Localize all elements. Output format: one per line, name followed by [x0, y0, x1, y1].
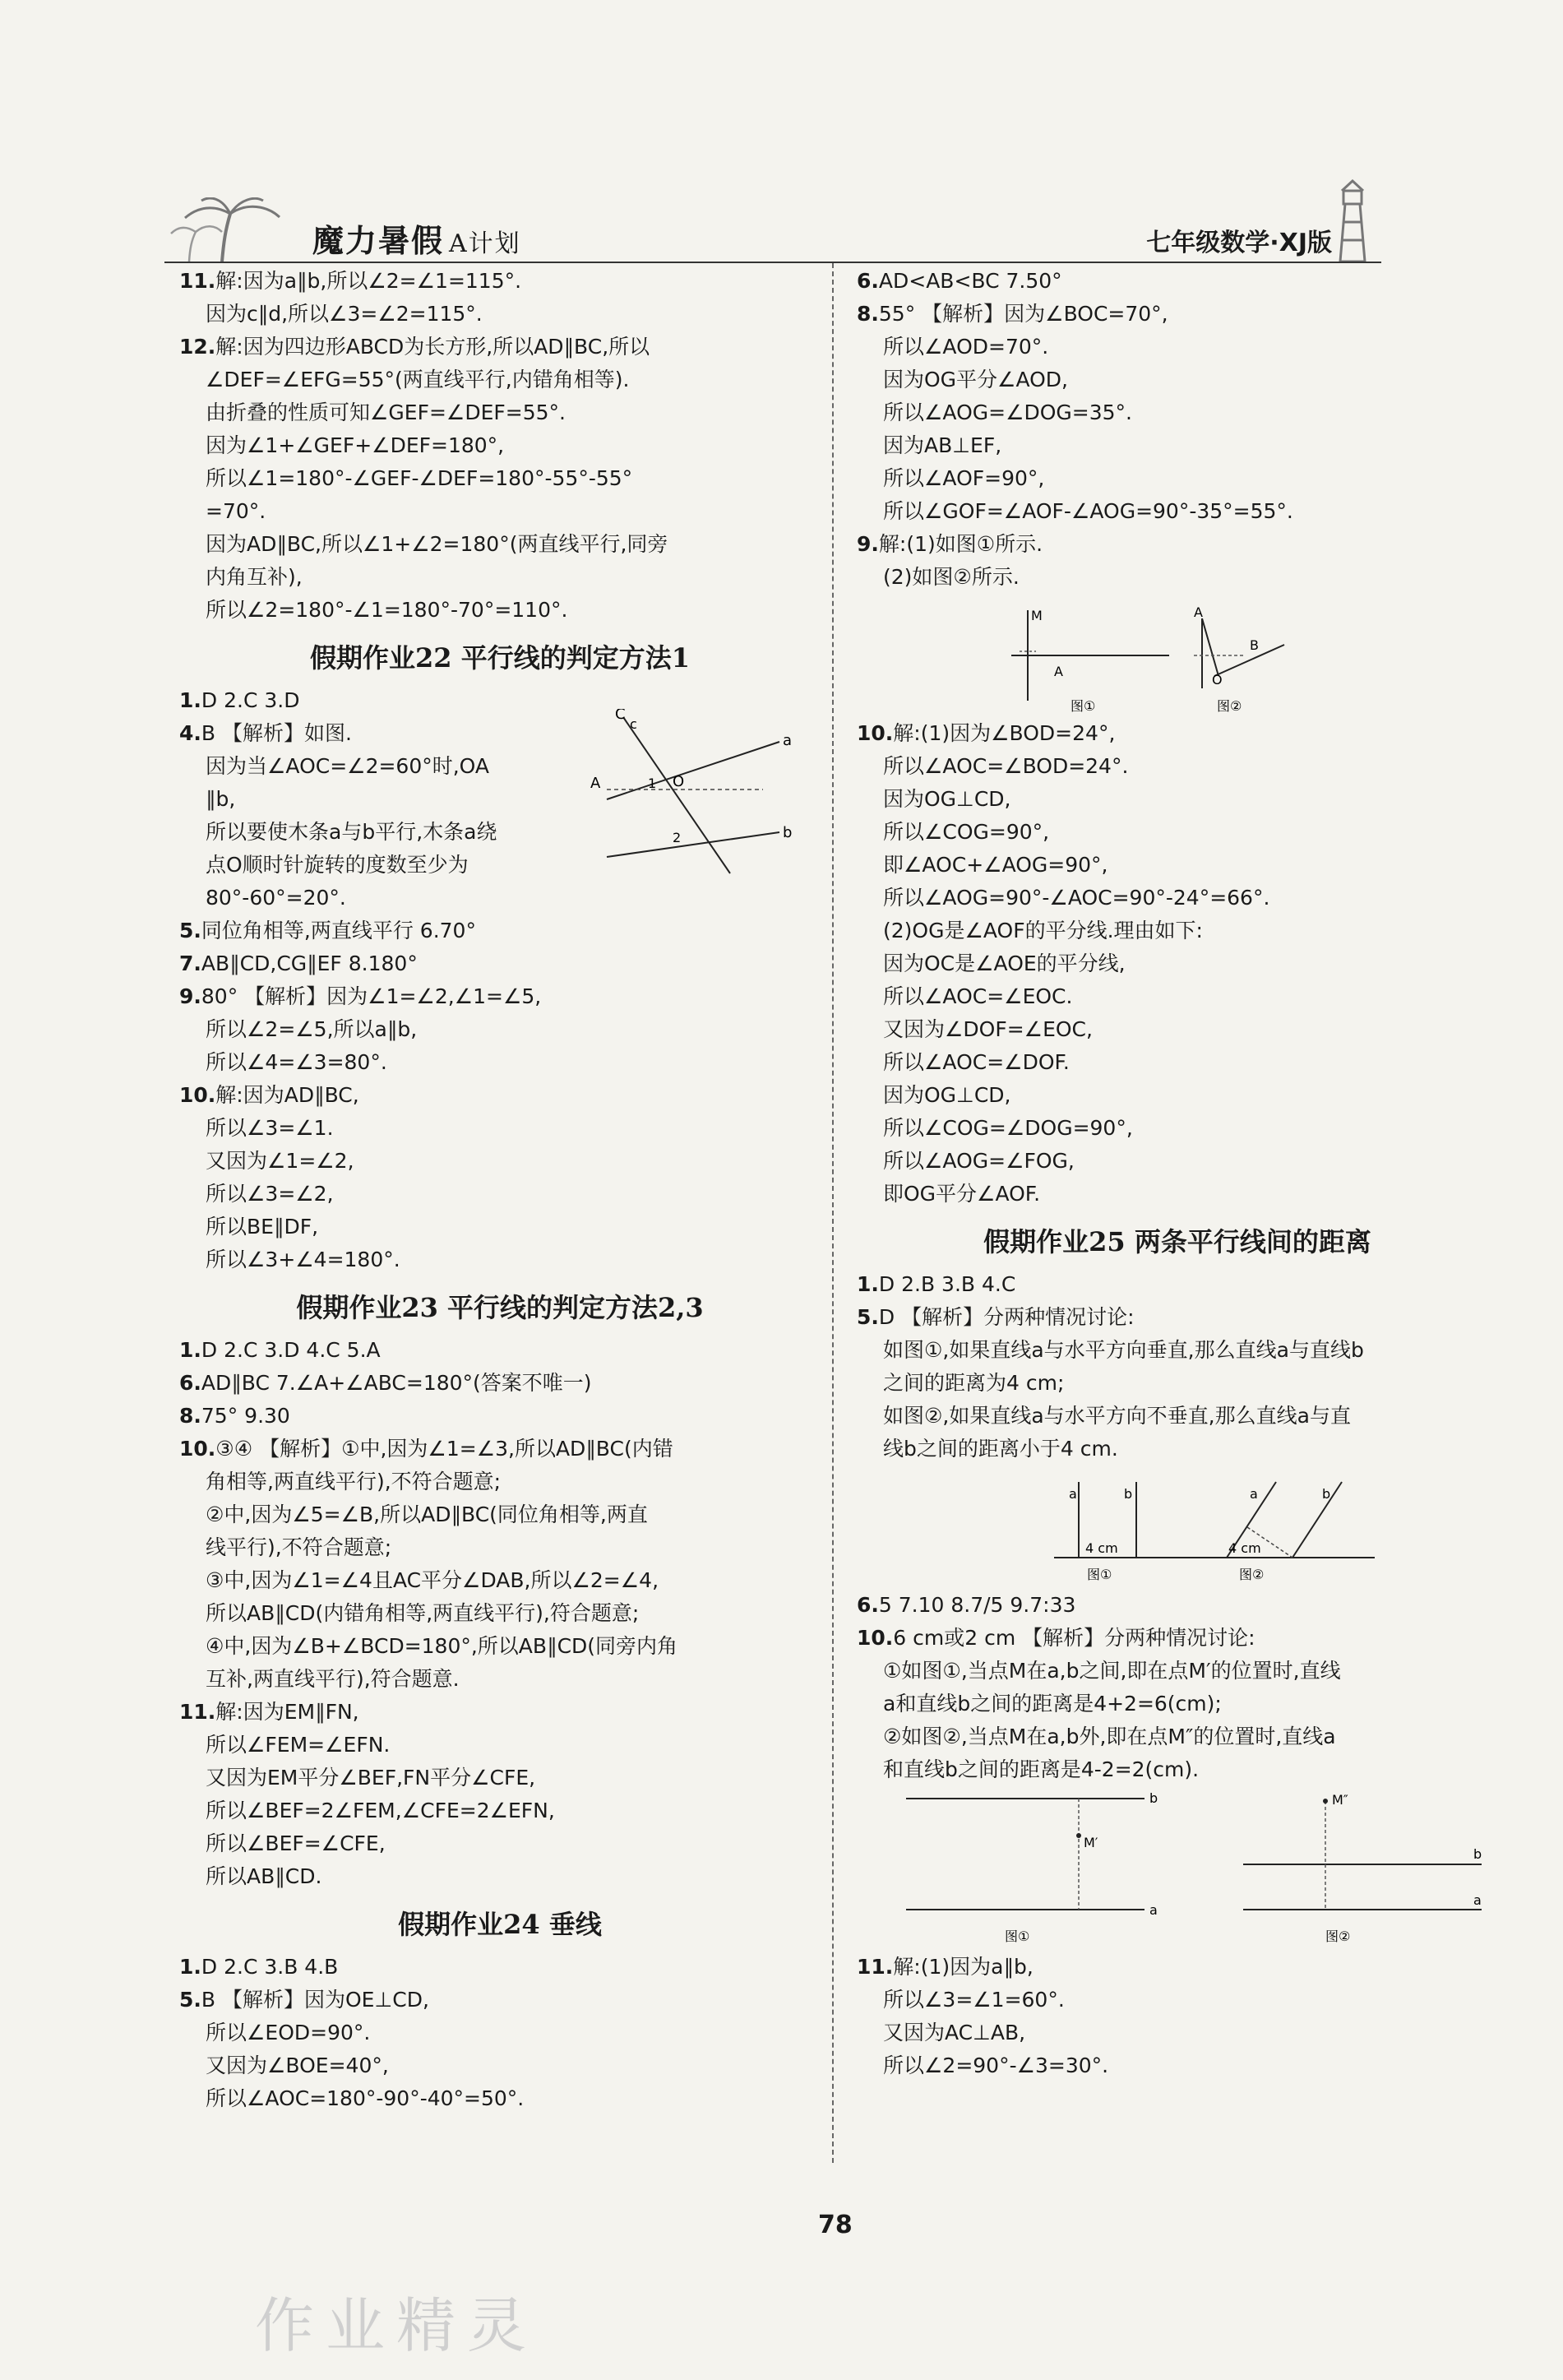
answer-line [857, 1046, 1498, 1079]
answer-line [179, 1145, 821, 1178]
answer-text: 所以∠BEF=2∠FEM,∠CFE=2∠EFN, [206, 1799, 555, 1822]
answer-item [857, 1268, 1498, 1301]
answer-line [857, 882, 1498, 914]
answer-text: ④中,因为∠B+∠BCD=180°,所以AB∥CD(同旁内角 [206, 1634, 678, 1658]
answer-item [857, 1951, 1498, 1984]
answer-line [857, 1400, 1498, 1433]
question-number: 7. [179, 952, 201, 975]
answer-line [179, 1531, 821, 1564]
question-number: 5. [179, 919, 201, 942]
label-1: 1 [648, 776, 657, 791]
question-number: 1. [857, 1272, 879, 1296]
answer-line [179, 2017, 821, 2049]
answer-line [857, 1145, 1498, 1178]
answer-text: 55° 【解析】因为∠BOC=70°, [878, 302, 1168, 326]
answer-text: 解:因为AD∥BC, [215, 1083, 359, 1107]
answer-text: 所以∠BEF=∠CFE, [206, 1831, 386, 1855]
answer-text: 同位角相等,两直线平行 6.70° [201, 919, 476, 942]
svg-text:a: a [1250, 1486, 1258, 1502]
line-c [623, 717, 730, 873]
page-number: 78 [818, 2211, 853, 2239]
answer-text: 点O顺时针旋转的度数至少为 [206, 853, 469, 877]
answer-line [179, 594, 821, 627]
distance-cases-diagram [898, 1786, 1490, 1951]
answer-text: ∥b, [206, 787, 236, 811]
perpendicular-diagram [1005, 594, 1350, 717]
column-divider [832, 263, 834, 2163]
right-column [857, 265, 1498, 2082]
answer-text: 所以∠3=∠1=60°. [883, 1988, 1065, 2012]
answer-text: 所以∠4=∠3=80°. [206, 1050, 387, 1074]
answer-line [179, 1762, 821, 1794]
parallel-lines-diagram [590, 709, 804, 882]
answer-line [857, 816, 1498, 849]
answer-item [179, 1951, 821, 1984]
svg-text:A: A [1194, 604, 1203, 620]
answer-text: 解:因为EM∥FN, [215, 1700, 359, 1724]
answer-text: 80° 【解析】因为∠1=∠2,∠1=∠5, [201, 984, 542, 1008]
svg-text:4 cm: 4 cm [1085, 1540, 1118, 1556]
answer-line [179, 1112, 821, 1145]
answer-line [857, 331, 1498, 363]
svg-text:图①: 图① [1087, 1567, 1112, 1582]
answer-line [857, 1079, 1498, 1112]
answer-text: 所以∠AOC=∠EOC. [883, 984, 1073, 1008]
answer-item [179, 331, 821, 363]
answer-line [857, 1720, 1498, 1753]
answer-text: 因为AD∥BC,所以∠1+∠2=180°(两直线平行,同旁 [206, 532, 668, 556]
svg-text:图②: 图② [1239, 1567, 1265, 1582]
answer-line [857, 429, 1498, 462]
question-number: 1. [179, 688, 201, 712]
watermark: 作业精灵 [255, 2291, 539, 2360]
answer-line [179, 1827, 821, 1860]
answer-text: 因为OG⊥CD, [883, 787, 1011, 811]
answer-line [857, 1753, 1498, 1786]
answer-text: 所以∠EOD=90°. [206, 2021, 371, 2044]
question-number: 9. [857, 532, 879, 556]
svg-text:B: B [1250, 637, 1259, 653]
label-O: O [673, 773, 685, 790]
answer-line [857, 750, 1498, 783]
svg-text:A: A [1054, 664, 1063, 679]
answer-line [179, 1663, 821, 1696]
answer-text: 解:因为a∥b,所以∠2=∠1=115°. [215, 269, 522, 293]
question-number: 12. [179, 335, 216, 359]
svg-text:a: a [1473, 1892, 1482, 1908]
answer-text: 所以∠FEM=∠EFN. [206, 1733, 391, 1757]
question-number: 11. [179, 269, 216, 293]
question-number: 10. [179, 1083, 216, 1107]
answer-line [857, 1178, 1498, 1211]
answer-text: ②中,因为∠5=∠B,所以AD∥BC(同位角相等,两直 [206, 1503, 648, 1526]
answer-text: 因为OG平分∠AOD, [883, 368, 1069, 391]
answer-text: (2)如图②所示. [883, 565, 1020, 589]
question-number: 10. [179, 1437, 216, 1461]
question-number: 11. [179, 1700, 216, 1724]
answer-text: 6 cm或2 cm 【解析】分两种情况讨论: [893, 1626, 1255, 1650]
svg-text:b: b [1473, 1846, 1482, 1862]
answer-line [179, 1013, 821, 1046]
line-b [607, 832, 779, 857]
answer-line [179, 1597, 821, 1630]
answer-line [179, 1860, 821, 1893]
answer-text: 75° 9.30 [201, 1404, 290, 1428]
answer-line [179, 561, 821, 594]
answer-line [857, 1433, 1498, 1466]
answer-item [857, 1301, 1498, 1334]
answer-text: B 【解析】如图. [201, 721, 352, 745]
svg-text:图②: 图② [1325, 1929, 1351, 1944]
answer-text: AD<AB<BC 7.50° [878, 269, 1062, 293]
section-heading: 假期作业23 平行线的判定方法2,3 [296, 1292, 704, 1323]
answer-text: 如图①,如果直线a与水平方向垂直,那么直线a与直线b [883, 1338, 1364, 1362]
answer-item [179, 980, 821, 1013]
answer-line [179, 1794, 821, 1827]
answer-text: 解:(1)如图①所示. [878, 532, 1043, 556]
grade-label: 七年级数学·XJ版 [1146, 229, 1332, 257]
answer-line [857, 462, 1498, 495]
svg-text:M′: M′ [1084, 1835, 1098, 1850]
answer-text: D 2.C 3.D [201, 688, 300, 712]
answer-item [179, 947, 821, 980]
answer-item [857, 1589, 1498, 1622]
answer-line [857, 783, 1498, 816]
answer-text: 所以∠3+∠4=180°. [206, 1248, 400, 1271]
answer-line [857, 849, 1498, 882]
answer-text: 角相等,两直线平行),不符合题意; [206, 1470, 502, 1493]
answer-line [179, 462, 821, 495]
answer-text: D 2.C 3.D 4.C 5.A [201, 1338, 381, 1362]
answer-line [857, 1655, 1498, 1688]
answer-line [179, 1466, 821, 1498]
answer-text: 因为当∠AOC=∠2=60°时,OA [206, 754, 490, 778]
answer-text: 所以∠2=∠5,所以a∥b, [206, 1017, 418, 1041]
answer-text: ①如图①,当点M在a,b之间,即在点M′的位置时,直线 [883, 1659, 1341, 1683]
answer-line [857, 363, 1498, 396]
answer-line [179, 2082, 821, 2115]
answer-text: 所以AB∥CD(内错角相等,两直线平行),符合题意; [206, 1601, 640, 1625]
answer-line [179, 429, 821, 462]
lighthouse-icon [1324, 179, 1381, 262]
palm-tree-icon [164, 197, 288, 263]
label-b: b [783, 824, 793, 841]
question-number: 10. [857, 721, 894, 745]
answer-line [179, 1243, 821, 1276]
answer-line [857, 1367, 1498, 1400]
answer-text: 所以∠COG=90°, [883, 820, 1050, 844]
answer-text: 所以∠2=90°-∠3=30°. [883, 2054, 1109, 2077]
answer-text: =70°. [206, 499, 266, 523]
section-heading: 假期作业24 垂线 [398, 1909, 602, 1940]
answer-text: D 【解析】分两种情况讨论: [878, 1305, 1135, 1329]
answer-text: 所以∠AOC=∠DOF. [883, 1050, 1070, 1074]
answer-line [857, 396, 1498, 429]
answer-line [857, 1334, 1498, 1367]
question-number: 4. [179, 721, 201, 745]
answer-item [179, 1367, 821, 1400]
answer-text: 因为OG⊥CD, [883, 1083, 1011, 1107]
answer-line [179, 1729, 821, 1762]
answer-line [857, 1112, 1498, 1145]
svg-text:b: b [1124, 1486, 1133, 1502]
svg-text:图②: 图② [1217, 698, 1242, 714]
question-number: 6. [857, 269, 879, 293]
answer-item [179, 1696, 821, 1729]
answer-line [857, 2049, 1498, 2082]
label-a: a [783, 732, 793, 749]
svg-text:b: b [1322, 1486, 1331, 1502]
answer-text: 又因为∠1=∠2, [206, 1149, 354, 1173]
answer-text: 所以∠2=180°-∠1=180°-70°=110°. [206, 598, 568, 622]
answer-item [179, 914, 821, 947]
answer-line [179, 298, 821, 331]
answer-text: 线平行),不符合题意; [206, 1535, 392, 1559]
answer-line [179, 528, 821, 561]
section-heading: 假期作业25 两条平行线间的距离 [983, 1226, 1371, 1257]
answer-text: 因为∠1+∠GEF+∠DEF=180°, [206, 433, 505, 457]
answer-line [857, 561, 1498, 594]
svg-text:a: a [1149, 1902, 1158, 1918]
answer-text: 所以∠AOC=180°-90°-40°=50°. [206, 2086, 525, 2110]
header-rule [164, 262, 1381, 263]
line-a [607, 742, 779, 799]
answer-item [179, 265, 821, 298]
svg-text:4 cm: 4 cm [1228, 1540, 1261, 1556]
answer-line [857, 914, 1498, 947]
svg-text:图①: 图① [1071, 698, 1096, 714]
left-column [179, 265, 821, 2115]
answer-text: 因为OC是∠AOE的平分线, [883, 952, 1126, 975]
answer-text: AB∥CD,CG∥EF 8.180° [201, 952, 418, 975]
answer-text: 由折叠的性质可知∠GEF=∠DEF=55°. [206, 401, 566, 424]
answer-item [857, 298, 1498, 331]
answer-text: 又因为EM平分∠BEF,FN平分∠CFE, [206, 1766, 536, 1790]
label-A: A [590, 775, 601, 792]
answer-text: ②如图②,当点M在a,b外,即在点M″的位置时,直线a [883, 1725, 1336, 1748]
answer-text: 所以∠AOG=90°-∠AOC=90°-24°=66°. [883, 886, 1270, 910]
answer-line [179, 1564, 821, 1597]
answer-text: 互补,两直线平行),符合题意. [206, 1667, 460, 1691]
answer-text: 所以要使木条a与b平行,木条a绕 [206, 820, 497, 844]
answer-text: ∠DEF=∠EFG=55°(两直线平行,内错角相等). [206, 368, 630, 391]
answer-text: 即OG平分∠AOF. [883, 1182, 1041, 1206]
question-number: 10. [857, 1626, 894, 1650]
answer-line [179, 2049, 821, 2082]
page-header [164, 197, 1381, 263]
answer-item [179, 1433, 821, 1466]
answer-text: (2)OG是∠AOF的平分线.理由如下: [883, 919, 1203, 942]
answer-text: 所以∠AOG=∠DOG=35°. [883, 401, 1132, 424]
answer-text: a和直线b之间的距离是4+2=6(cm); [883, 1692, 1222, 1716]
question-number: 8. [857, 302, 879, 326]
answer-text: ③④ 【解析】①中,因为∠1=∠3,所以AD∥BC(内错 [215, 1437, 673, 1461]
answer-item [179, 1400, 821, 1433]
answer-text: 解:因为四边形ABCD为长方形,所以AD∥BC,所以 [215, 335, 650, 359]
question-number: 1. [179, 1338, 201, 1362]
answer-item [857, 1622, 1498, 1655]
label-2: 2 [673, 830, 682, 845]
svg-text:a: a [1069, 1486, 1077, 1502]
svg-text:b: b [1149, 1790, 1158, 1806]
answer-item [857, 717, 1498, 750]
answer-text: 所以∠AOD=70°. [883, 335, 1049, 359]
answer-text: D 2.B 3.B 4.C [878, 1272, 1016, 1296]
answer-item [179, 1079, 821, 1112]
answer-line [857, 1013, 1498, 1046]
answer-text: 因为AB⊥EF, [883, 433, 1002, 457]
section-heading: 假期作业22 平行线的判定方法1 [310, 642, 690, 674]
answer-text: 所以∠AOC=∠BOD=24°. [883, 754, 1129, 778]
answer-line [179, 882, 821, 914]
answer-line [179, 1046, 821, 1079]
answer-line [857, 1688, 1498, 1720]
brand-title: 魔力暑假 A计划 [312, 222, 521, 259]
answer-line [179, 1498, 821, 1531]
answer-line [179, 1211, 821, 1243]
answer-text: 因为c∥d,所以∠3=∠2=115°. [206, 302, 483, 326]
svg-text:图①: 图① [1005, 1929, 1030, 1944]
answer-line [857, 2017, 1498, 2049]
answer-text: 80°-60°=20°. [206, 886, 346, 910]
answer-item [857, 528, 1498, 561]
answer-text: D 2.C 3.B 4.B [201, 1955, 339, 1979]
label-c: c [630, 716, 637, 732]
answer-line [179, 495, 821, 528]
answer-text: ③中,因为∠1=∠4且AC平分∠DAB,所以∠2=∠4, [206, 1568, 659, 1592]
answer-text: 内角互补), [206, 565, 303, 589]
answer-text: 又因为AC⊥AB, [883, 2021, 1026, 2044]
question-number: 9. [179, 984, 201, 1008]
answer-text: 解:(1)因为∠BOD=24°, [893, 721, 1116, 745]
distance-diagram [1046, 1466, 1391, 1589]
answer-text: 所以∠AOG=∠FOG, [883, 1149, 1075, 1173]
answer-text: 之间的距离为4 cm; [883, 1371, 1065, 1395]
answer-text: 又因为∠DOF=∠EOC, [883, 1017, 1093, 1041]
answer-line [179, 1178, 821, 1211]
question-number: 11. [857, 1955, 894, 1979]
question-number: 1. [179, 1955, 201, 1979]
answer-text: 线b之间的距离小于4 cm. [883, 1437, 1118, 1461]
answer-line [857, 1984, 1498, 2017]
answer-text: 所以∠3=∠1. [206, 1116, 334, 1140]
answer-text: 5 7.10 8.7/5 9.7:33 [878, 1593, 1076, 1617]
question-number: 5. [857, 1305, 879, 1329]
answer-text: 所以∠AOF=90°, [883, 466, 1045, 490]
answer-text: 所以AB∥CD. [206, 1864, 322, 1888]
answer-text: B 【解析】因为OE⊥CD, [201, 1988, 429, 2012]
answer-line [857, 947, 1498, 980]
answer-text: 又因为∠BOE=40°, [206, 2054, 389, 2077]
answer-text: 解:(1)因为a∥b, [893, 1955, 1034, 1979]
question-number: 5. [179, 1988, 201, 2012]
answer-text: 如图②,如果直线a与水平方向不垂直,那么直线a与直 [883, 1404, 1351, 1428]
svg-text:M″: M″ [1332, 1792, 1348, 1808]
answer-item [179, 1984, 821, 2017]
answer-text: 所以∠1=180°-∠GEF-∠DEF=180°-55°-55° [206, 466, 633, 490]
answer-text: 所以∠COG=∠DOG=90°, [883, 1116, 1133, 1140]
question-number: 6. [857, 1593, 879, 1617]
question-number: 6. [179, 1371, 201, 1395]
svg-text:M: M [1031, 608, 1043, 623]
answer-line [857, 980, 1498, 1013]
answer-text: 所以BE∥DF, [206, 1215, 319, 1239]
answer-text: AD∥BC 7.∠A+∠ABC=180°(答案不唯一) [201, 1371, 592, 1395]
answer-line [179, 396, 821, 429]
question-number: 8. [179, 1404, 201, 1428]
answer-item [179, 1334, 821, 1367]
answer-line [179, 1630, 821, 1663]
answer-text: 即∠AOC+∠AOG=90°, [883, 853, 1108, 877]
answer-line [857, 495, 1498, 528]
svg-text:O: O [1212, 672, 1223, 688]
answer-text: 所以∠3=∠2, [206, 1182, 334, 1206]
answer-text: 所以∠GOF=∠AOF-∠AOG=90°-35°=55°. [883, 499, 1293, 523]
label-C: C [615, 709, 626, 723]
answer-line [179, 363, 821, 396]
answer-text: 和直线b之间的距离是4-2=2(cm). [883, 1757, 1200, 1781]
answer-item [857, 265, 1498, 298]
